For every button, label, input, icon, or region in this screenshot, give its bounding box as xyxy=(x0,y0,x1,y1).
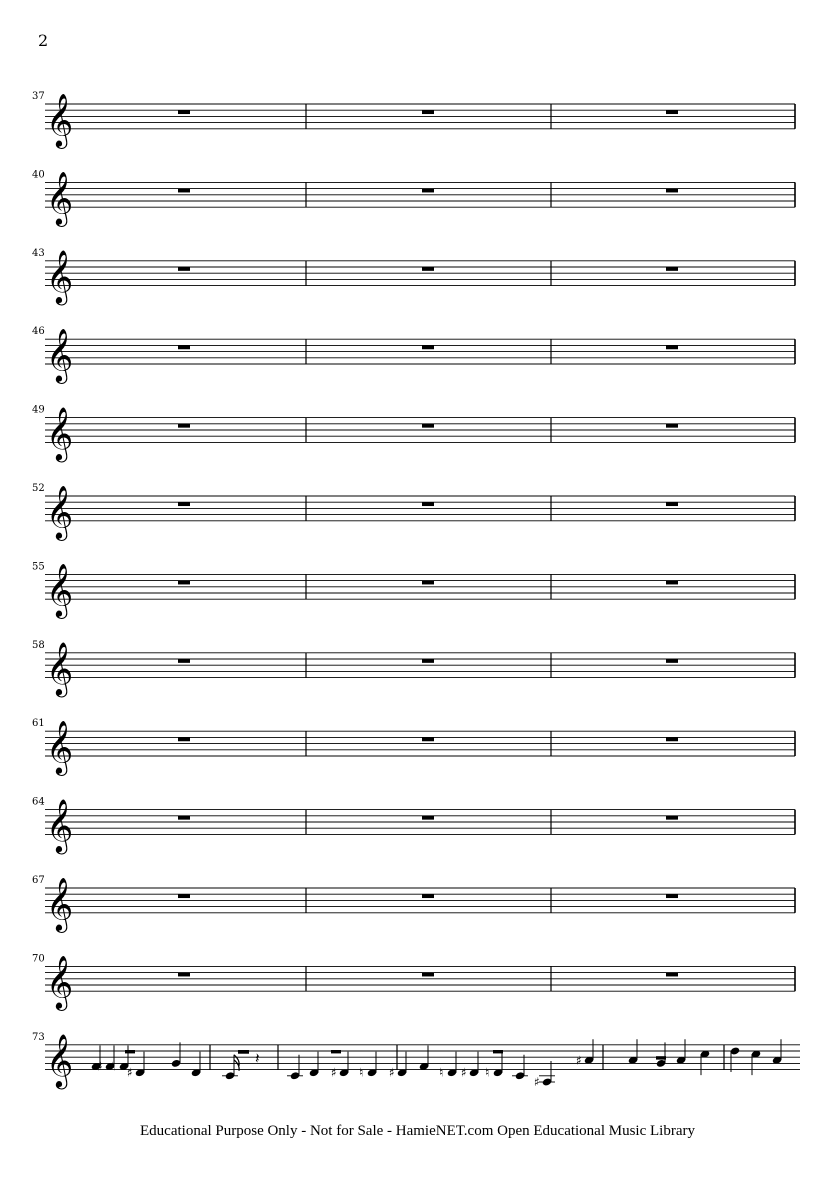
whole-rest xyxy=(422,345,434,349)
measure-number: 55 xyxy=(32,561,45,573)
staff-system xyxy=(32,561,795,618)
whole-rest xyxy=(666,345,678,349)
whole-rest xyxy=(178,816,190,820)
whole-rest xyxy=(666,110,678,114)
whole-rest xyxy=(666,267,678,271)
natural-icon: ♮ xyxy=(439,1065,444,1080)
whole-rest xyxy=(422,189,434,193)
whole-rest xyxy=(422,424,434,428)
measure-number: 40 xyxy=(32,169,45,181)
measure-number: 61 xyxy=(32,718,45,730)
footer-text: Educational Purpose Only - Not for Sale - HamieNET.com Open Educational Music Library xyxy=(140,1123,695,1139)
whole-rest xyxy=(422,816,434,820)
staff-system xyxy=(32,483,795,540)
treble-clef-icon: 𝄞 xyxy=(46,170,74,225)
treble-clef-icon: 𝄞 xyxy=(46,719,74,774)
staff-system xyxy=(32,248,795,305)
measure-number: 49 xyxy=(32,404,45,416)
whole-rest xyxy=(178,737,190,741)
sharp-icon: ♯ xyxy=(97,1059,103,1074)
staff-system xyxy=(32,169,795,226)
treble-clef-icon: 𝄞 xyxy=(46,484,74,539)
rest-mark xyxy=(656,1056,666,1059)
whole-rest xyxy=(422,502,434,506)
whole-rest xyxy=(666,189,678,193)
whole-rest xyxy=(666,816,678,820)
staff-system xyxy=(32,326,795,383)
whole-rest xyxy=(666,581,678,585)
whole-rest xyxy=(178,894,190,898)
treble-clef-icon: 𝄞 xyxy=(46,405,74,460)
measure-number: 52 xyxy=(32,483,45,494)
rest-mark xyxy=(331,1050,341,1053)
natural-icon: ♮ xyxy=(359,1065,364,1080)
sharp-icon: ♯ xyxy=(534,1075,540,1089)
treble-clef-icon: 𝄞 xyxy=(46,876,74,931)
whole-rest xyxy=(178,973,190,977)
staff-system xyxy=(32,718,795,775)
measure-number: 64 xyxy=(32,796,45,808)
natural-icon: ♮ xyxy=(485,1065,490,1080)
measure-number: 46 xyxy=(32,326,45,338)
treble-clef-icon: 𝄞 xyxy=(46,92,74,147)
staff-system xyxy=(32,797,795,854)
whole-rest xyxy=(178,659,190,663)
whole-rest xyxy=(422,267,434,271)
rest-mark xyxy=(125,1050,135,1053)
measure-number: 73 xyxy=(32,1031,45,1043)
whole-rest xyxy=(178,345,190,349)
whole-rest xyxy=(422,737,434,741)
treble-clef-icon: 𝄞 xyxy=(46,641,74,696)
whole-rest xyxy=(178,110,190,114)
staff-system xyxy=(32,875,795,932)
rest-mark xyxy=(493,1050,503,1053)
whole-rest xyxy=(422,110,434,114)
treble-clef-icon: 𝄞 xyxy=(46,327,74,382)
staff-system xyxy=(32,405,795,462)
sharp-icon: ♯ xyxy=(576,1053,582,1068)
measure-number: 58 xyxy=(32,639,45,651)
measure-number: 43 xyxy=(32,247,45,259)
staff-system xyxy=(32,1032,800,1089)
treble-clef-icon: 𝄞 xyxy=(46,1033,74,1088)
sharp-icon: ♯ xyxy=(389,1065,395,1080)
quarter-rest-icon: 𝄽 xyxy=(255,1049,260,1068)
measure-number: 70 xyxy=(32,953,45,965)
page-number: 2 xyxy=(38,31,49,50)
whole-rest xyxy=(666,894,678,898)
staff-system xyxy=(32,91,795,148)
treble-clef-icon: 𝄞 xyxy=(46,954,74,1009)
natural-icon: ♮ xyxy=(111,1059,116,1074)
measure-number: 37 xyxy=(32,91,45,102)
treble-clef-icon: 𝄞 xyxy=(46,797,74,852)
whole-rest xyxy=(178,502,190,506)
whole-rest xyxy=(178,581,190,585)
whole-rest xyxy=(178,424,190,428)
measure-number: 67 xyxy=(32,875,45,886)
staff-system xyxy=(32,953,795,1010)
sharp-icon: ♯ xyxy=(461,1065,467,1080)
treble-clef-icon: 𝄞 xyxy=(46,562,74,617)
treble-clef-icon: 𝄞 xyxy=(46,249,74,304)
whole-rest xyxy=(666,424,678,428)
whole-rest xyxy=(422,973,434,977)
whole-rest xyxy=(238,1050,249,1054)
whole-rest xyxy=(666,737,678,741)
whole-rest xyxy=(422,659,434,663)
whole-rest xyxy=(422,581,434,585)
whole-rest xyxy=(178,267,190,271)
whole-rest xyxy=(666,659,678,663)
sharp-icon: ♯ xyxy=(127,1065,133,1080)
whole-rest xyxy=(666,502,678,506)
whole-rest xyxy=(666,973,678,977)
whole-rest xyxy=(178,189,190,193)
sharp-icon: ♯ xyxy=(331,1065,337,1080)
staff-system xyxy=(32,640,795,697)
whole-rest xyxy=(422,894,434,898)
